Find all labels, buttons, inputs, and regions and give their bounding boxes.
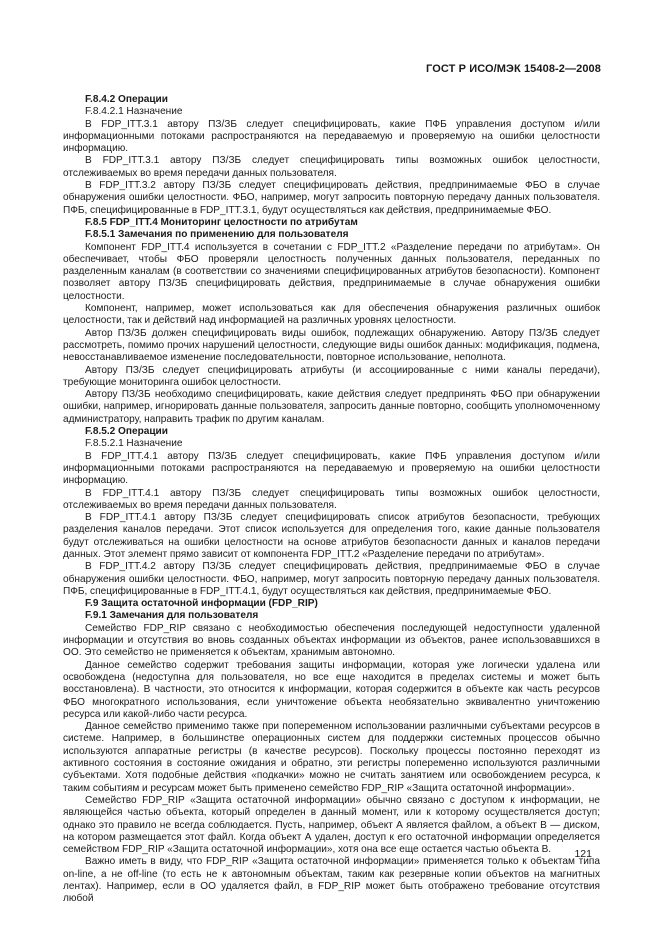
paragraph: Семейство FDP_RIP «Защита остаточной информации» обычно связано с доступом к информации, не являющейся частью объекта, который определен в данный момент, или к которому осуществляется доступ; однако это правило не всегда соблюдается. Пусть, например, объект А является файлом, а объект В — диском, на котором размещается этот файл. Когда объект А удален, доступ к его остаточной информации определяется семейством FDP_RIP «Защита остаточной информации», хотя она все еще остается частью объекта В. xyxy=(63,794,600,856)
paragraph: Данное семейство применимо также при попеременном использовании различными субъектами ресурсов в системе. Например, в большинстве операционных систем для поддержки системных процессов обычно используются аппаратные регистры (в качестве ресурсов). Поскольку процессы постоянно переходят из активного состояния в состояние ожидания и обратно, эти регистры попеременно используются различными субъектами. Хотя подобные действия «подкачки» можно не считать занятием или освобождением ресурса, к таким событиям и ресурсам может быть применено семейство FDP_RIP «Защита остаточной информации». xyxy=(63,721,600,794)
paragraph: F.8.4.2.1 Назначение xyxy=(85,106,183,118)
document-header-title: ГОСТ Р ИСО/МЭК 15408-2—2008 xyxy=(426,63,601,75)
section-heading: F.8.5.1 Замечания по применению для пользователя xyxy=(85,229,349,241)
paragraph: Семейство FDP_RIP связано с необходимостью обеспечения последующей недоступности удаленной информации и отсутствия во вновь созданных объектах информации из объектов, ранее использовавшихся в ОО. Это семейство не применяется к объектам, хранимым автономно. xyxy=(63,622,600,659)
section-heading: F.9.1 Замечания для пользователя xyxy=(85,610,259,622)
page-number: 121 xyxy=(574,848,592,860)
paragraph: В FDP_ITT.3.1 автору ПЗ/ЗБ следует специфицировать, какие ПФБ управления доступом и/или информационными потоками распространяются на передаваемую и проверяемую на ошибки целостности информацию. xyxy=(63,118,600,155)
paragraph: Компонент, например, может использоваться как для обеспечения обнаружения различных ошибок целостности, так и действий над информацией на различных уровнях целостности. xyxy=(63,303,600,327)
paragraph: В FDP_ITT.3.1 автору ПЗ/ЗБ следует специфицировать типы возможных ошибок целостности, отслеживаемых во время передачи данных пользователя. xyxy=(63,155,600,179)
paragraph: В FDP_ITT.4.1 автору ПЗ/ЗБ следует специфицировать типы возможных ошибок целостности, отслеживаемых во время передачи данных пользователя. xyxy=(63,487,600,511)
section-heading: F.8.4.2 Операции xyxy=(85,94,168,105)
paragraph: F.8.5.2.1 Назначение xyxy=(85,438,183,450)
paragraph: Автор ПЗ/ЗБ должен специфицировать виды ошибок, подлежащих обнаружению. Автору ПЗ/ЗБ следует рассмотреть, помимо прочих нарушений целостности, следующие виды ошибок данных: модификация, подмена, невосстанавливаемое изменение последовательности, повторное использование, неполнота. xyxy=(63,327,600,364)
paragraph: Важно иметь в виду, что FDP_RIP «Защита остаточной информации» применяется только к объектам типа on-line, а не off-line (то есть не к автономным объектам, таким как резервные копии объектов на магнитных лентах). Например, если в ОО удаляется файл, в FDP_RIP может быть отображено требование отсутствия любой xyxy=(63,856,600,905)
paragraph: Автору ПЗ/ЗБ необходимо специфицировать, какие действия следует предпринять ФБО при обнаружении ошибки, например, игнорировать данные пользователя, запросить данные повторно, сообщить уполномоченному администратору, направить трафик по другим каналам. xyxy=(63,389,600,425)
paragraph: В FDP_ITT.4.2 автору ПЗ/ЗБ следует специфицировать действия, предпринимаемые ФБО в случае обнаружения ошибки целостности. ФБО, например, могут запросить повторную передачу данных пользователя. ПФБ, специфицированные в FDP_ITT.4.1, будут осуществляться как действия, предпринимаемые ФБО. xyxy=(63,561,600,597)
paragraph: Компонент FDP_ITT.4 используется в сочетании с FDP_ITT.2 «Разделение передачи по атрибутам». Он обеспечивает, чтобы ФБО проверяли целостность полученных данных пользователя, переданных по разделенным каналам (в соответствии со значениями специфицированных атрибутов безопасности). Компонент позволяет автору ПЗ/ЗБ специфицировать действия, предпринимаемые в случае обнаружения ошибки целостности. xyxy=(63,241,600,302)
paragraph: Данное семейство содержит требования защиты информации, которая уже логически удалена или освобождена (недоступна для пользователя, но все еще находится в пределах системы и может быть восстановлена). В частности, это относится к информации, которая содержится в объекте как часть ресурсов ФБО многократного использования, если уничтожение объекта необязательно эквивалентно уничтожению ресурса или какой-либо части ресурса. xyxy=(63,659,600,720)
paragraph: В FDP_ITT.4.1 автору ПЗ/ЗБ следует специфицировать список атрибутов безопасности, требующих разделения каналов передачи. Этот список используется для определения того, какие данные пользователя будут отслеживаться на ошибки целостности на основе атрибутов безопасности данных и каналов передачи данных. Этот элемент прямо зависит от компонента FDP_ITT.2 «Разделение передачи по атрибутам». xyxy=(63,512,600,560)
section-heading: F.8.5 FDP_ITT.4 Мониторинг целостности по атрибутам xyxy=(85,216,358,228)
paragraph: В FDP_ITT.4.1 автору ПЗ/ЗБ следует специфицировать, какие ПФБ управления доступом и/или информационными потоками распространяются на передаваемую и проверяемую на ошибки целостности информацию. xyxy=(63,450,600,487)
paragraph: Автору ПЗ/ЗБ следует специфицировать атрибуты (и ассоциированные с ними каналы передачи), требующие мониторинга ошибок целостности. xyxy=(63,364,600,388)
paragraph: В FDP_ITT.3.2 автору ПЗ/ЗБ следует специфицировать действия, предпринимаемые ФБО в случае обнаружения ошибки целостности. ФБО, например, могут запросить повторную передачу данных пользователя. ПФБ, специфицированные в FDP_ITT.3.1, будут осуществляться как действия, предпринимаемые ФБО. xyxy=(63,180,600,216)
document-body xyxy=(63,94,600,906)
section-heading: F.8.5.2 Операции xyxy=(85,426,168,438)
section-heading: F.9 Защита остаточной информации (FDP_RIP) xyxy=(85,598,318,610)
